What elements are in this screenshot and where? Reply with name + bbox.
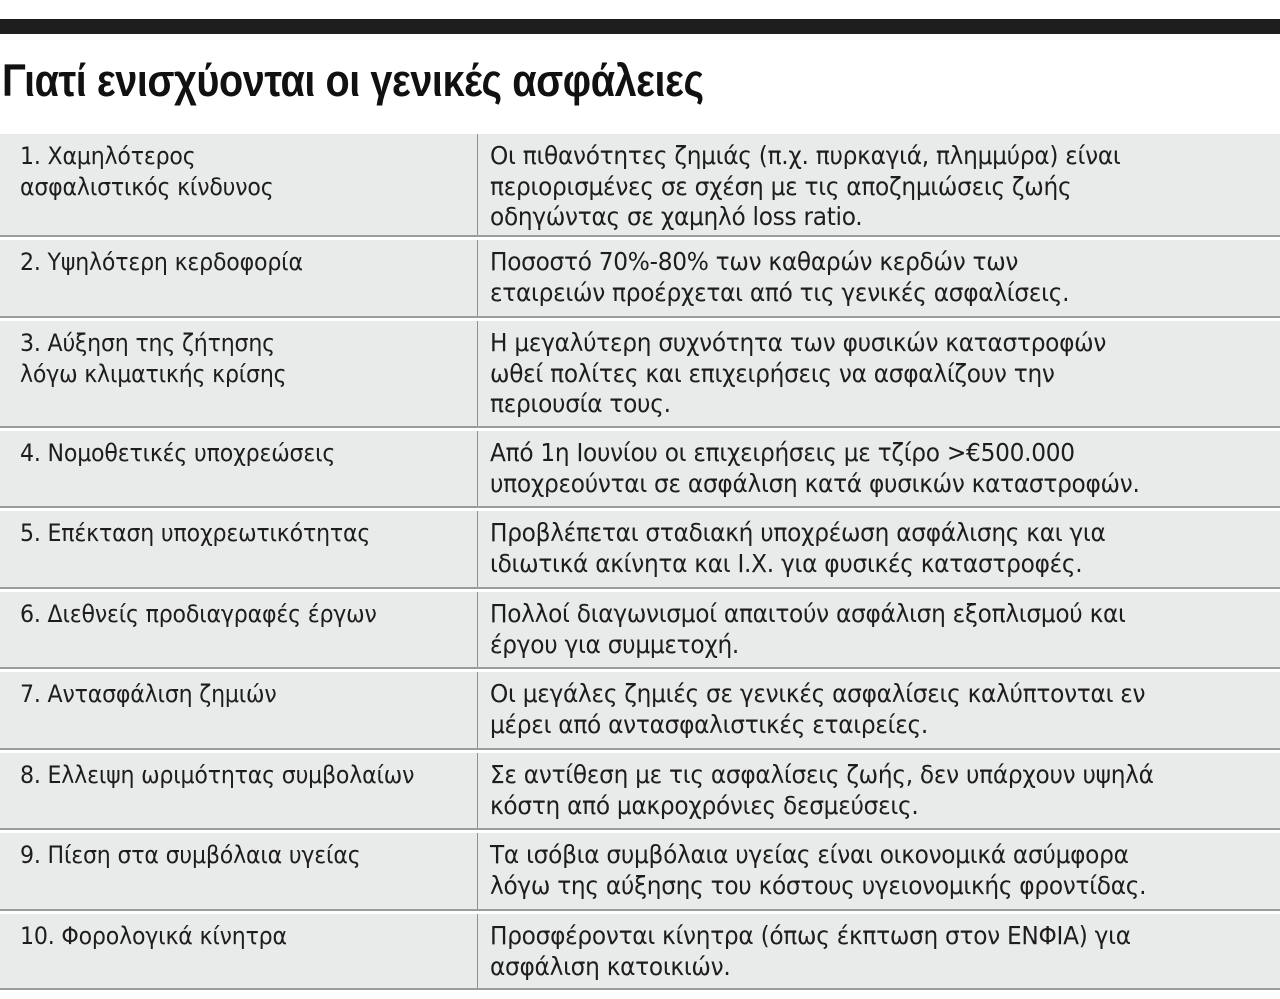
- reason-label-text: 2. Υψηλότερη κερδοφορία: [20, 248, 303, 276]
- reason-description-text: Προσφέρονται κίνητρα (όπως έκπτωση στον ΕΝΦΙΑ) για ασφάλιση κατοικιών.: [490, 921, 1131, 981]
- reason-description-text: Οι πιθανότητες ζημιάς (π.χ. πυρκαγιά, πλημμύρα) είναι περιορισμένες σε σχέση με τις αποζημιώσεις ζωής οδηγώντας σε χαμηλό loss ratio.: [490, 141, 1121, 231]
- reason-label-text: 9. Πίεση στα συμβόλαια υγείας: [20, 841, 361, 869]
- reason-label-text: 8. Ελλειψη ωριμότητας συμβολαίων: [20, 761, 415, 789]
- reason-description: [478, 511, 1280, 587]
- table-row: [0, 592, 1280, 669]
- reason-description-text: Η μεγαλύτερη συχνότητα των φυσικών καταστροφών ωθεί πολίτες και επιχειρήσεις να ασφαλίζουν την περιουσία τους.: [490, 328, 1107, 418]
- reason-label-text: 3. Αύξηση της ζήτησης λόγω κλιματικής κρίσης: [20, 329, 287, 388]
- reason-label: [0, 511, 478, 587]
- table-row: [0, 914, 1280, 990]
- reason-label-text: 10. Φορολογικά κίνητρα: [20, 922, 287, 950]
- reason-label: [0, 753, 478, 828]
- table-row: [0, 511, 1280, 589]
- reason-description-text: Από 1η Ιουνίου οι επιχειρήσεις με τζίρο >€500.000 υποχρεούνται σε ασφάλιση κατά φυσικών καταστροφών.: [490, 438, 1140, 498]
- reason-description-text: Τα ισόβια συμβόλαια υγείας είναι οικονομικά ασύμφορα λόγω της αύξησης του κόστους υγειονομικής φροντίδας.: [490, 840, 1147, 900]
- page-title: Γιατί ενισχύονται οι γενικές ασφάλειες: [2, 55, 704, 106]
- reason-label: [0, 914, 478, 988]
- reason-description-text: Οι μεγάλες ζημιές σε γενικές ασφαλίσεις καλύπτονται εν μέρει από αντασφαλιστικές εταιρείες.: [490, 679, 1146, 739]
- table-row: [0, 753, 1280, 830]
- reason-label-text: 4. Νομοθετικές υποχρεώσεις: [20, 439, 336, 467]
- reason-description: [478, 833, 1280, 909]
- reason-label: [0, 592, 478, 667]
- reason-description: [478, 134, 1280, 235]
- reason-label-text: 5. Επέκταση υποχρεωτικότητας: [20, 519, 371, 547]
- table-row: [0, 321, 1280, 428]
- reason-description-text: Σε αντίθεση με τις ασφαλίσεις ζωής, δεν υπάρχουν υψηλά κόστη από μακροχρόνιες δεσμεύσεις.: [490, 760, 1154, 820]
- table-row: [0, 134, 1280, 237]
- reason-description: [478, 672, 1280, 748]
- reason-description: [478, 914, 1280, 988]
- table-row: [0, 833, 1280, 911]
- reason-description: [478, 753, 1280, 828]
- reason-label: [0, 321, 478, 426]
- table-row: [0, 240, 1280, 318]
- reason-description: [478, 592, 1280, 667]
- reason-description-text: Πολλοί διαγωνισμοί απαιτούν ασφάλιση εξοπλισμού και έργου για συμμετοχή.: [490, 599, 1126, 659]
- reason-description: [478, 431, 1280, 506]
- reason-label: [0, 672, 478, 748]
- reason-label-text: 6. Διεθνείς προδιαγραφές έργων: [20, 600, 377, 628]
- reason-label: [0, 833, 478, 909]
- reason-label-text: 1. Χαμηλότερος ασφαλιστικός κίνδυνος: [20, 142, 274, 201]
- top-rule-bar: [0, 19, 1280, 34]
- reason-label: [0, 134, 478, 235]
- table-row: [0, 672, 1280, 750]
- reason-label: [0, 240, 478, 316]
- reason-description-text: Ποσοστό 70%-80% των καθαρών κερδών των εταιρειών προέρχεται από τις γενικές ασφαλίσεις.: [490, 247, 1070, 307]
- reason-label: [0, 431, 478, 506]
- reason-label-text: 7. Αντασφάλιση ζημιών: [20, 680, 277, 708]
- reasons-table: [0, 134, 1280, 990]
- reason-description: [478, 240, 1280, 316]
- reason-description: [478, 321, 1280, 426]
- reason-description-text: Προβλέπεται σταδιακή υποχρέωση ασφάλισης και για ιδιωτικά ακίνητα και Ι.Χ. για φυσικές καταστροφές.: [490, 518, 1106, 578]
- table-row: [0, 431, 1280, 508]
